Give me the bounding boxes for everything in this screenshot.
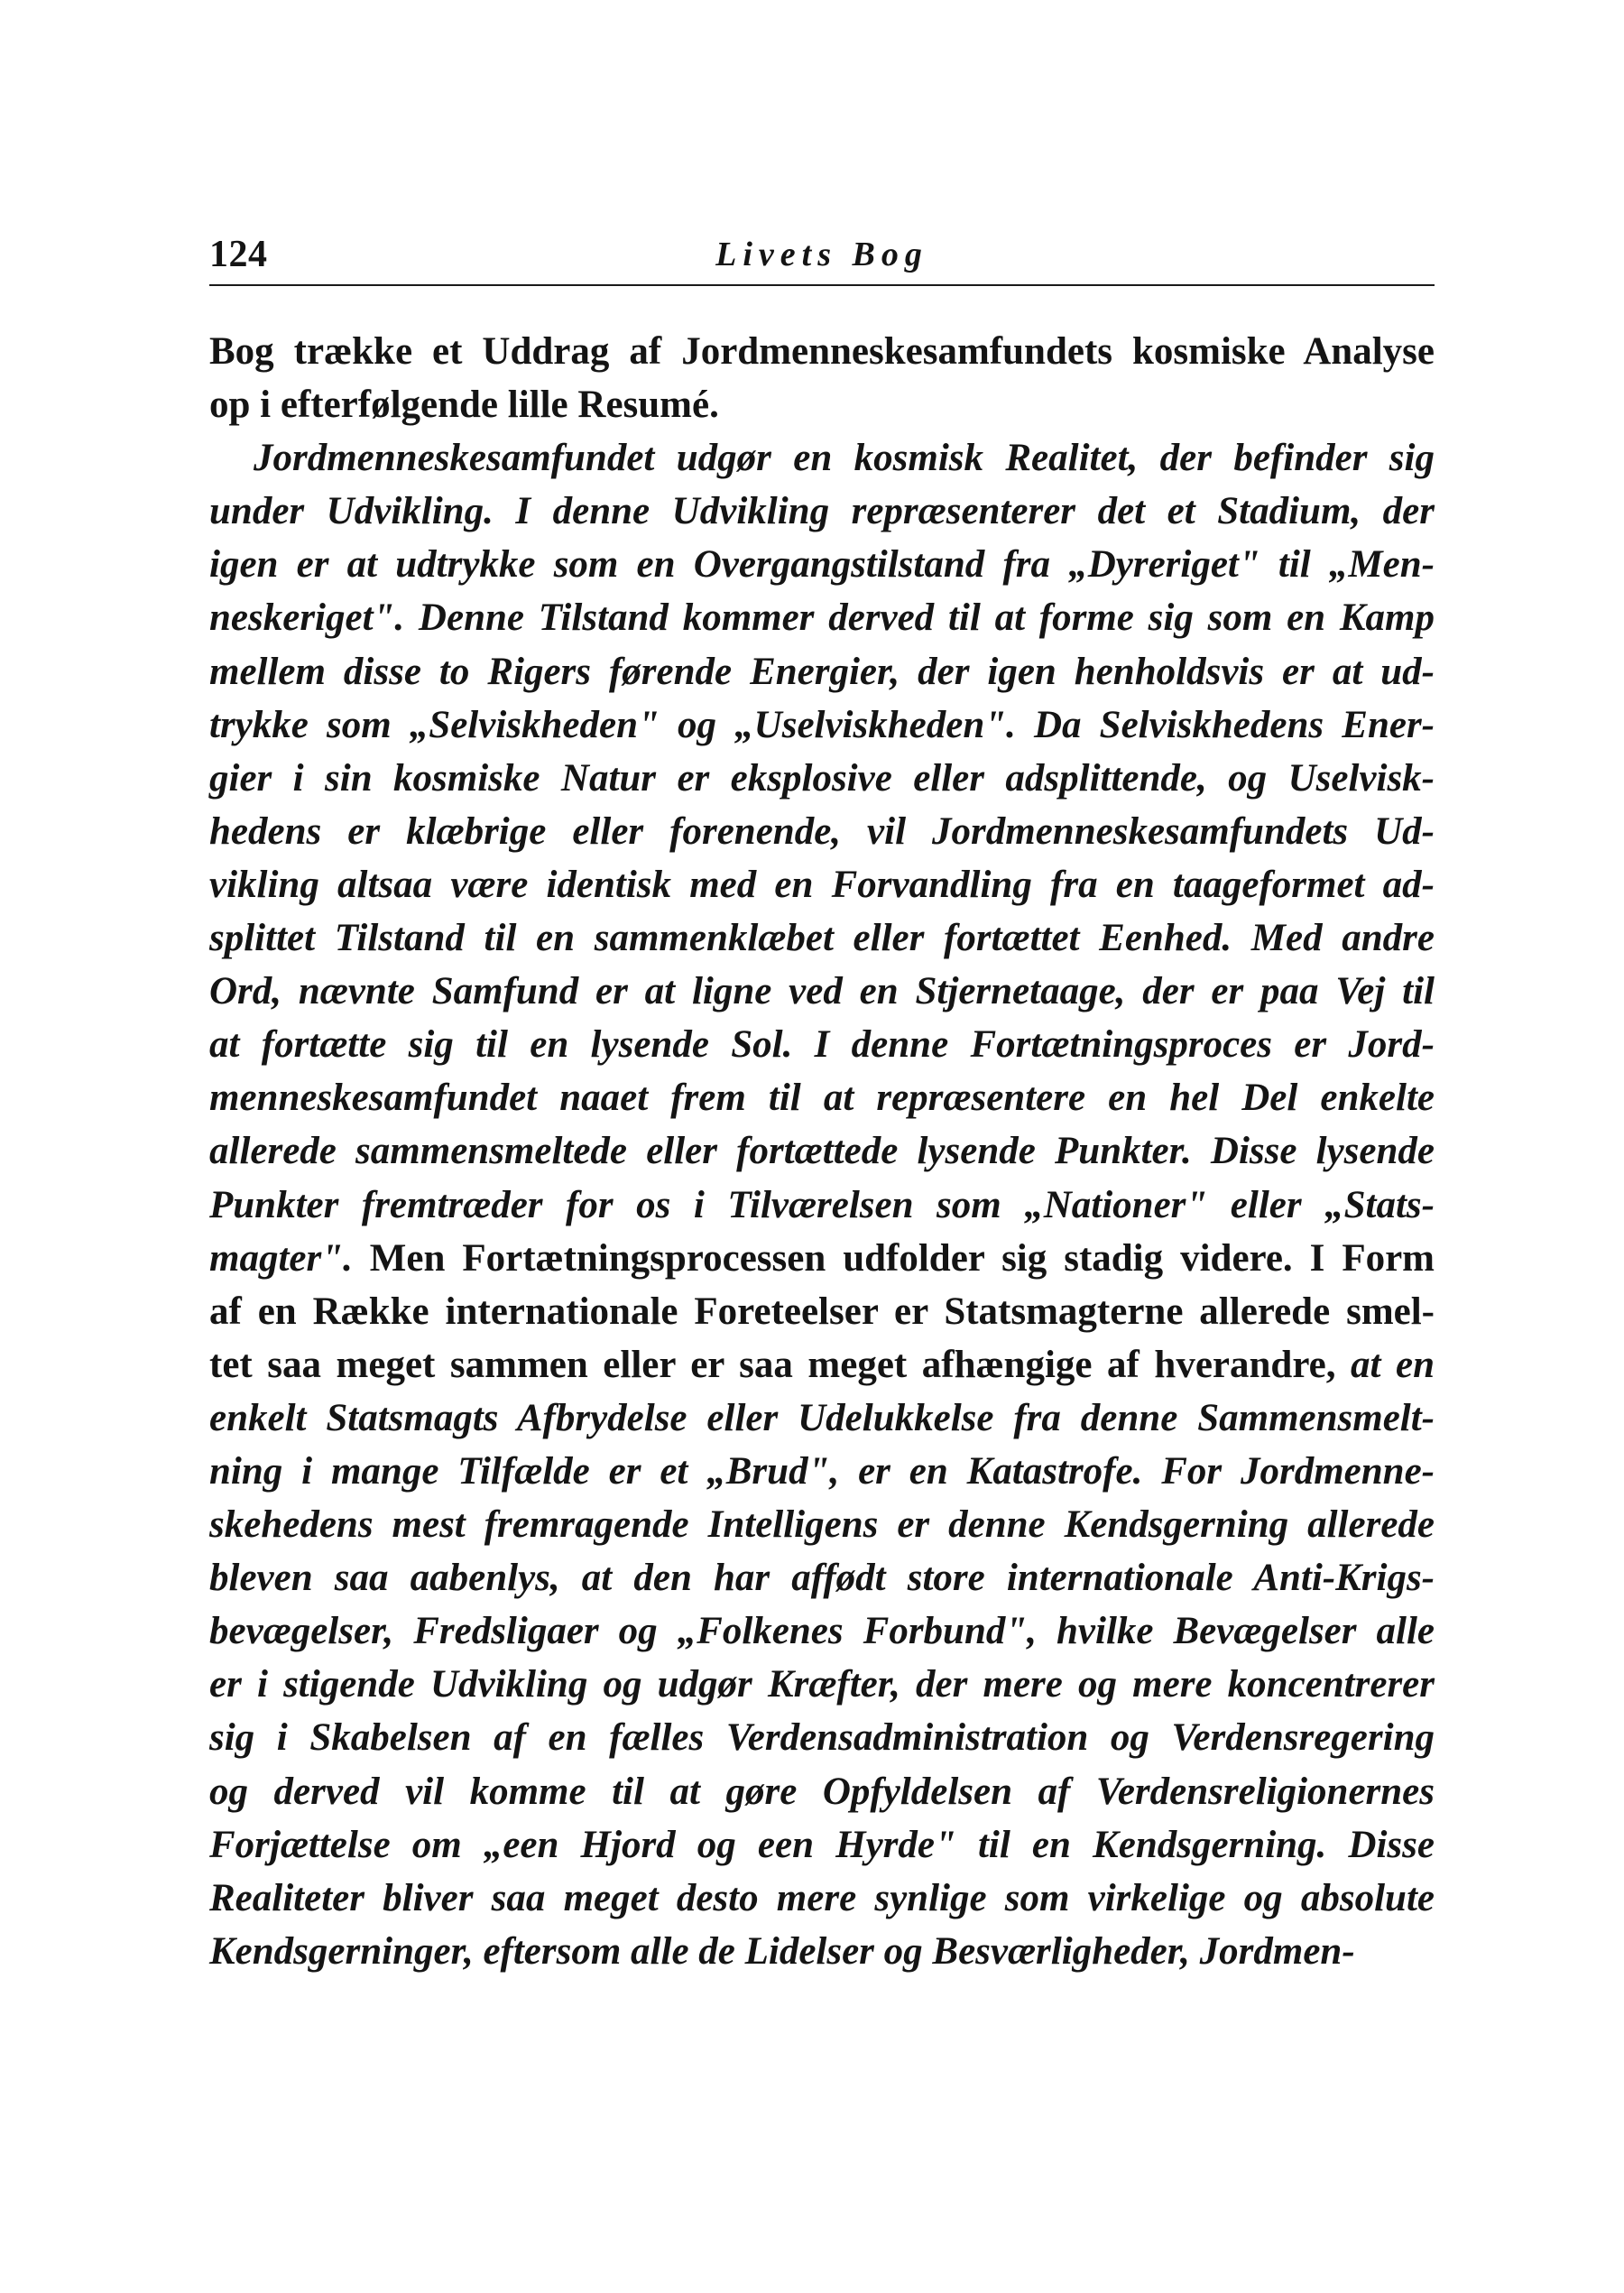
roman-text: Men Fortætningsprocessen udfolder sig stadig videre. I Form	[369, 1236, 1435, 1280]
italic-text: er i stigende Udvikling og udgør Kræfter, der mere og mere koncentrerer	[209, 1663, 1435, 1706]
text-line	[209, 1498, 1435, 1551]
text-line	[209, 378, 1435, 431]
text-line	[209, 485, 1435, 538]
text-line	[209, 325, 1435, 378]
italic-text: menneskesamfundet naaet frem til at repræsentere en hel Del enkelte	[209, 1077, 1435, 1120]
italic-text: Ord, nævnte Samfund er at ligne ved en Stjernetaage, der er paa Vej til	[209, 970, 1435, 1013]
italic-text: Realiteter bliver saa meget desto mere synlige som virkelige og absolute	[209, 1876, 1435, 1919]
italic-text: bleven saa aabenlys, at den har affødt store internationale Anti-Krigs-	[209, 1557, 1435, 1600]
italic-text: magter".	[209, 1236, 370, 1280]
italic-text: sig i Skabelsen af en fælles Verdensadministration og Verdensregering	[209, 1716, 1435, 1760]
roman-text: tet saa meget sammen eller er saa meget afhængige af hverandre,	[209, 1343, 1352, 1386]
page-number: 124	[209, 234, 268, 275]
italic-text: splittet Tilstand til en sammenklæbet eller fortættet Eenhed. Med andre	[209, 917, 1435, 960]
text-line	[209, 1711, 1435, 1764]
text-line	[209, 1018, 1435, 1071]
text-line	[209, 1818, 1435, 1872]
text-line	[209, 1124, 1435, 1178]
italic-text: igen er at udtrykke som en Overgangstilstand fra „Dyreriget" til „Men-	[209, 543, 1435, 587]
italic-text: bevægelser, Fredsligaer og „Folkenes Forbund", hvilke Bevægelser alle	[209, 1610, 1435, 1653]
italic-text: skehedens mest fremragende Intelligens er denne Kendsgerning allerede	[209, 1503, 1435, 1547]
text-line	[209, 431, 1435, 485]
text-line	[209, 1765, 1435, 1818]
page-header	[209, 233, 1435, 276]
italic-text: at fortætte sig til en lysende Sol. I denne Fortætningsproces er Jord-	[209, 1023, 1435, 1067]
text-line	[209, 1071, 1435, 1124]
running-title: Livets Bog	[715, 236, 928, 273]
header-rule	[209, 284, 1435, 286]
text-line	[209, 1285, 1435, 1338]
italic-text: Forjættelse om „een Hjord og een Hyrde" til en Kendsgerning. Disse	[209, 1823, 1435, 1866]
text-line	[209, 591, 1435, 644]
text-line	[209, 1872, 1435, 1925]
text-line	[209, 858, 1435, 911]
text-line	[209, 698, 1435, 752]
roman-text: Bog trække et Uddrag af Jordmenneskesamfundets kosmiske Analyse	[209, 330, 1435, 373]
text-line	[209, 752, 1435, 805]
body-text	[209, 325, 1435, 1978]
italic-text: mellem disse to Rigers førende Energier, der igen henholdsvis er at ud-	[209, 650, 1435, 693]
text-line	[209, 1925, 1435, 1978]
text-line	[209, 1338, 1435, 1392]
text-line	[209, 1392, 1435, 1445]
roman-text: op i efterfølgende lille Resumé.	[209, 384, 719, 427]
italic-text: og derved vil komme til at gøre Opfyldelsen af Verdensreligionernes	[209, 1770, 1435, 1813]
italic-text: at en	[1351, 1343, 1435, 1386]
italic-text: hedens er klæbrige eller forenende, vil Jordmenneskesamfundets Ud-	[209, 809, 1435, 853]
text-line	[209, 805, 1435, 858]
text-line	[209, 1658, 1435, 1711]
italic-text: vikling altsaa være identisk med en Forvandling fra en taageformet ad-	[209, 863, 1435, 906]
text-line	[209, 965, 1435, 1018]
text-line	[209, 911, 1435, 965]
text-line	[209, 1551, 1435, 1604]
italic-text: Kendsgerninger, eftersom alle de Lidelser og Besværligheder, Jordmen-	[209, 1929, 1355, 1973]
italic-text: trykke som „Selviskheden" og „Uselviskheden". Da Selviskhedens Ener-	[209, 703, 1435, 746]
italic-text: gier i sin kosmiske Natur er eksplosive eller adsplittende, og Uselvisk-	[209, 756, 1435, 800]
text-line	[209, 1604, 1435, 1658]
text-line	[209, 1179, 1435, 1232]
italic-text: ning i mange Tilfælde er et „Brud", er en Katastrofe. For Jordmenne-	[209, 1449, 1435, 1493]
text-line	[209, 645, 1435, 698]
italic-text: Jordmenneskesamfundet udgør en kosmisk Realitet, der befinder sig	[254, 437, 1435, 480]
text-line	[209, 538, 1435, 591]
italic-text: enkelt Statsmagts Afbrydelse eller Udelukkelse fra denne Sammensmelt-	[209, 1396, 1435, 1439]
roman-text: af en Række internationale Foreteelser er Statsmagterne allerede smel-	[209, 1290, 1435, 1333]
italic-text: neskeriget". Denne Tilstand kommer derved til at forme sig som en Kamp	[209, 596, 1435, 640]
italic-text: under Udvikling. I denne Udvikling repræsenterer det et Stadium, der	[209, 490, 1435, 533]
italic-text: Punkter fremtræder for os i Tilværelsen som „Nationer" eller „Stats-	[209, 1183, 1435, 1226]
text-line	[209, 1232, 1435, 1285]
text-line	[209, 1445, 1435, 1498]
italic-text: allerede sammensmeltede eller fortættede lysende Punkter. Disse lysende	[209, 1130, 1435, 1173]
